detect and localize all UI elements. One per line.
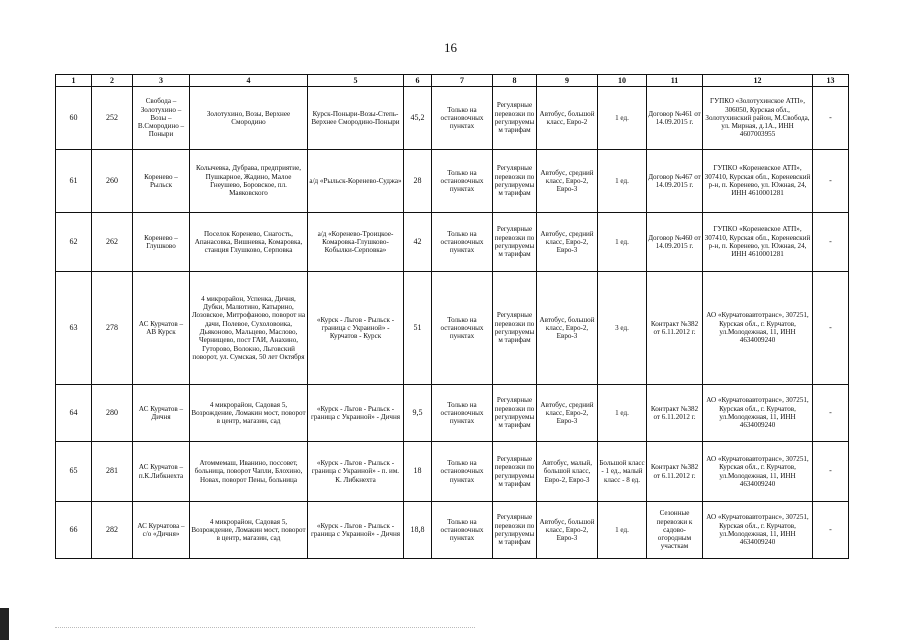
route-name: Коренево – Глушково	[133, 213, 190, 272]
row-number: 64	[56, 385, 92, 442]
vehicle-count: 1 ед.	[598, 87, 647, 150]
row-number: 62	[56, 213, 92, 272]
transport-type: Регулярные перевозки по регулируемым тарифам	[493, 87, 537, 150]
column-header: 7	[432, 75, 493, 87]
table-row	[56, 213, 849, 272]
route-length: 51	[404, 272, 432, 385]
route-number: 282	[92, 502, 133, 559]
carrier: АО «Курчатовавтотранс», 307251, Курская обл., г. Курчатов, ул.Молодежная, 11, ИНН 4634009240	[703, 442, 813, 502]
column-header: 4	[190, 75, 308, 87]
route-streets: Курск-Поныри-Возы-Степь-Верхнее Смородино-Поныри	[308, 87, 404, 150]
vehicle-class: Автобус, большой класс, Евро-2, Евро-3	[537, 272, 598, 385]
scan-artifact-line	[55, 627, 475, 628]
column-header: 5	[308, 75, 404, 87]
row-number: 66	[56, 502, 92, 559]
notes: -	[813, 150, 849, 213]
vehicle-count: 3 ед.	[598, 272, 647, 385]
column-header: 11	[647, 75, 703, 87]
route-name: АС Курчатов – п.К.Либкнехта	[133, 442, 190, 502]
boarding-order: Только на остановочных пунктах	[432, 385, 493, 442]
route-length: 28	[404, 150, 432, 213]
column-header: 2	[92, 75, 133, 87]
column-header: 1	[56, 75, 92, 87]
transport-type: Регулярные перевозки по регулируемым тарифам	[493, 213, 537, 272]
route-name: Свобода – Золотухино – Возы – В.Смородино – Поныри	[133, 87, 190, 150]
table-row	[56, 442, 849, 502]
notes: -	[813, 502, 849, 559]
row-number: 65	[56, 442, 92, 502]
route-streets: «Курск - Льгов - Рыльск - граница с Украиной» - Курчатов - Курск	[308, 272, 404, 385]
carrier: АО «Курчатовавтотранс», 307251, Курская обл., г. Курчатов, ул.Молодежная, 11, ИНН 4634009240	[703, 272, 813, 385]
transport-type: Регулярные перевозки по регулируемым тарифам	[493, 442, 537, 502]
notes: -	[813, 213, 849, 272]
transport-type: Регулярные перевозки по регулируемым тарифам	[493, 272, 537, 385]
boarding-order: Только на остановочных пунктах	[432, 442, 493, 502]
route-streets: «Курск - Льгов - Рыльск - граница с Украиной» - Дичня	[308, 502, 404, 559]
route-number: 262	[92, 213, 133, 272]
vehicle-class: Автобус, средний класс, Евро-2, Евро-3	[537, 213, 598, 272]
route-number: 281	[92, 442, 133, 502]
route-number: 280	[92, 385, 133, 442]
carrier: АО «Курчатовавтотранс», 307251, Курская обл., г. Курчатов, ул.Молодежная, 11, ИНН 4634009240	[703, 385, 813, 442]
boarding-order: Только на остановочных пунктах	[432, 87, 493, 150]
transport-type: Регулярные перевозки по регулируемым тарифам	[493, 385, 537, 442]
vehicle-count: 1 ед.	[598, 502, 647, 559]
route-name: Коренево – Рыльск	[133, 150, 190, 213]
column-header: 9	[537, 75, 598, 87]
table-row	[56, 502, 849, 559]
column-header: 3	[133, 75, 190, 87]
column-header: 6	[404, 75, 432, 87]
column-header: 8	[493, 75, 537, 87]
route-streets: «Курск - Льгов - Рыльск - граница с Украиной» - Дичня	[308, 385, 404, 442]
vehicle-count: 1 ед.	[598, 150, 647, 213]
intermediate-stops: 4 микрорайон, Садовая 5, Возрождение, Ломакин мост, поворот в центр, магазин, сад	[190, 385, 308, 442]
route-length: 18,8	[404, 502, 432, 559]
vehicle-class: Автобус, малый, большой класс, Евро-2, Евро-3	[537, 442, 598, 502]
scan-edge-mark	[0, 608, 9, 640]
table-row	[56, 385, 849, 442]
carrier: ГУПКО «Кореневское АТП», 307410, Курская обл., Кореневский р-н, п. Коренево, ул. Южная, 24, ИНН 4610001281	[703, 150, 813, 213]
vehicle-count: 1 ед.	[598, 385, 647, 442]
intermediate-stops: Колычевка, Дубрава, предприятие, Пушкарное, Жадино, Малое Гнеушево, Боровское, пл. Маяковского	[190, 150, 308, 213]
vehicle-class: Автобус, средний класс, Евро-2, Евро-3	[537, 150, 598, 213]
boarding-order: Только на остановочных пунктах	[432, 150, 493, 213]
carrier: ГУПКО «Золотухинское АТП», 306050, Курская обл., Золотухинский район, М.Свобода, ул. Мирная, д.1А., ИНН 4607003955	[703, 87, 813, 150]
table-row	[56, 150, 849, 213]
contract: Контракт №382 от 6.11.2012 г.	[647, 442, 703, 502]
contract: Контракт №382 от 6.11.2012 г.	[647, 272, 703, 385]
contract: Договор №460 от 14.09.2015 г.	[647, 213, 703, 272]
notes: -	[813, 87, 849, 150]
vehicle-class: Автобус, средний класс, Евро-2, Евро-3	[537, 385, 598, 442]
route-length: 42	[404, 213, 432, 272]
column-header: 10	[598, 75, 647, 87]
route-streets: а/д «Рыльск-Коренево-Суджа»	[308, 150, 404, 213]
route-registry-table	[55, 74, 849, 559]
transport-type: Регулярные перевозки по регулируемым тарифам	[493, 150, 537, 213]
route-name: АС Курчатов – Дичня	[133, 385, 190, 442]
route-number: 278	[92, 272, 133, 385]
intermediate-stops: Атоммемаш, Иванино, поссовет, больница, поворот Чапли, Блохино, Новах, поворот Пены, больница	[190, 442, 308, 502]
boarding-order: Только на остановочных пунктах	[432, 213, 493, 272]
route-streets: «Курск - Льгов - Рыльск - граница с Украиной» - п. им. К. Либкнехта	[308, 442, 404, 502]
notes: -	[813, 385, 849, 442]
route-name: АС Курчатов – АВ Курск	[133, 272, 190, 385]
contract: Сезонные перевозки к садово-огородным участкам	[647, 502, 703, 559]
page-number: 16	[444, 40, 457, 55]
notes: -	[813, 272, 849, 385]
notes: -	[813, 442, 849, 502]
table-header-row	[56, 75, 849, 87]
contract: Контракт №382 от 6.11.2012 г.	[647, 385, 703, 442]
table-row	[56, 87, 849, 150]
vehicle-count: 1 ед.	[598, 213, 647, 272]
row-number: 63	[56, 272, 92, 385]
intermediate-stops: 4 микрорайон, Садовая 5, Возрождение, Ломакин мост, поворот в центр, магазин, сад	[190, 502, 308, 559]
intermediate-stops: 4 микрорайон, Успенка, Дичня, Дубки, Малютино, Катырино, Лозовское, Митрофаново, поворот на дачи, Полевое, Сухоловоика, Дьяконово, Мальцево, Маслово, Чернищево, пост ГАИ, Анахино, Гуторово, Волокно, Льговский поворот, ул. Сумская, 50 лет Октября	[190, 272, 308, 385]
column-header: 13	[813, 75, 849, 87]
transport-type: Регулярные перевозки по регулируемым тарифам	[493, 502, 537, 559]
route-number: 260	[92, 150, 133, 213]
row-number: 60	[56, 87, 92, 150]
vehicle-class: Автобус, большой класс, Евро-2	[537, 87, 598, 150]
boarding-order: Только на остановочных пунктах	[432, 272, 493, 385]
route-number: 252	[92, 87, 133, 150]
carrier: АО «Курчатовавтотранс», 307251, Курская обл., г. Курчатов, ул.Молодежная, 11, ИНН 4634009240	[703, 502, 813, 559]
row-number: 61	[56, 150, 92, 213]
contract: Договор №461 от 14.09.2015 г.	[647, 87, 703, 150]
intermediate-stops: Поселок Коренево, Снагость, Апанасовка, Вишневка, Комаровка, станция Глушково, Серповка	[190, 213, 308, 272]
route-name: АС Курчатова – с/о «Дичня»	[133, 502, 190, 559]
route-length: 18	[404, 442, 432, 502]
vehicle-class: Автобус, большой класс, Евро-2, Евро-3	[537, 502, 598, 559]
vehicle-count: Большой класс - 1 ед., малый класс - 8 ед.	[598, 442, 647, 502]
route-streets: а/д «Коренево-Троицкое-Комаровка-Глушково-Кобылки-Серповка»	[308, 213, 404, 272]
column-header: 12	[703, 75, 813, 87]
route-length: 45,2	[404, 87, 432, 150]
intermediate-stops: Золотухино, Возы, Верхнее Смородино	[190, 87, 308, 150]
contract: Договор №467 от 14.09.2015 г.	[647, 150, 703, 213]
boarding-order: Только на остановочных пунктах	[432, 502, 493, 559]
table-row	[56, 272, 849, 385]
carrier: ГУПКО «Кореневское АТП», 307410, Курская обл., Кореневский р-н, п. Коренево, ул. Южная, 24, ИНН 4610001281	[703, 213, 813, 272]
route-length: 9,5	[404, 385, 432, 442]
